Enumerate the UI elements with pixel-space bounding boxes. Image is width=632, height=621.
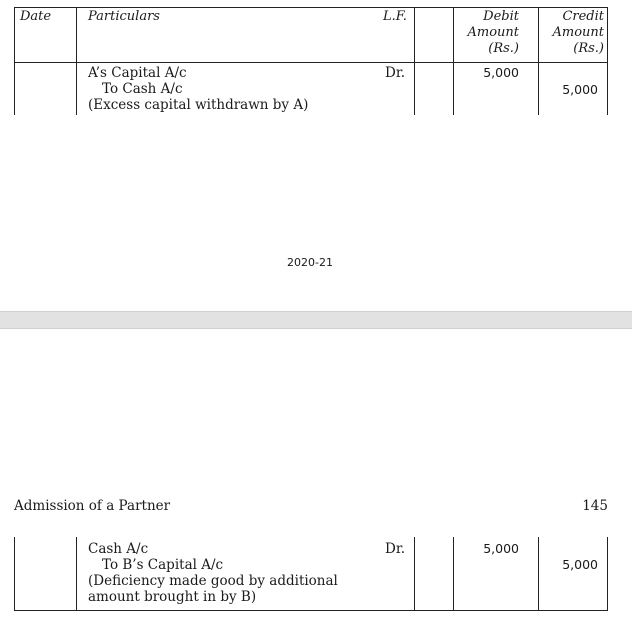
entry2-narration-line2: amount brought in by B) xyxy=(88,589,257,605)
col-line-lf-left xyxy=(414,7,415,115)
table-header-border xyxy=(14,62,608,63)
running-head: Admission of a Partner xyxy=(14,498,171,514)
entry2-debit-amount: 5,000 xyxy=(483,541,519,556)
entry-debit-account: A’s Capital A/c xyxy=(88,65,187,81)
entry-credit-amount: 5,000 xyxy=(562,82,598,97)
page-number: 145 xyxy=(582,498,608,514)
col-line-left xyxy=(14,7,15,115)
entry2-credit-account: To B’s Capital A/c xyxy=(102,557,224,573)
entry-dr-label: Dr. xyxy=(385,65,406,81)
header-debit: Debit Amount (Rs.) xyxy=(467,9,519,56)
header-lf: L.F. xyxy=(383,9,407,24)
entry-narration: (Excess capital withdrawn by A) xyxy=(88,97,309,113)
table-top-border xyxy=(14,7,608,8)
entry-credit-account: To Cash A/c xyxy=(102,81,183,97)
col-line-right-2 xyxy=(607,537,608,611)
page-separator xyxy=(0,311,632,329)
table-bottom-border xyxy=(14,610,608,611)
col-line-right xyxy=(607,7,608,115)
header-credit: Credit Amount (Rs.) xyxy=(552,9,604,56)
col-line-date-2 xyxy=(76,537,77,611)
entry-debit-amount: 5,000 xyxy=(483,65,519,80)
col-line-date xyxy=(76,7,77,115)
entry2-credit-amount: 5,000 xyxy=(562,557,598,572)
header-particulars: Particulars xyxy=(88,9,160,24)
col-line-lf-right-2 xyxy=(453,537,454,611)
entry2-dr-label: Dr. xyxy=(385,541,406,557)
col-line-debit-2 xyxy=(538,537,539,611)
entry2-debit-account: Cash A/c xyxy=(88,541,149,557)
col-line-debit xyxy=(538,7,539,115)
entry2-narration-line1: (Deficiency made good by additional xyxy=(88,573,338,589)
col-line-lf-right xyxy=(453,7,454,115)
col-line-lf-left-2 xyxy=(414,537,415,611)
col-line-left-2 xyxy=(14,537,15,611)
header-date: Date xyxy=(20,9,52,24)
page-footer-year: 2020-21 xyxy=(287,256,333,269)
